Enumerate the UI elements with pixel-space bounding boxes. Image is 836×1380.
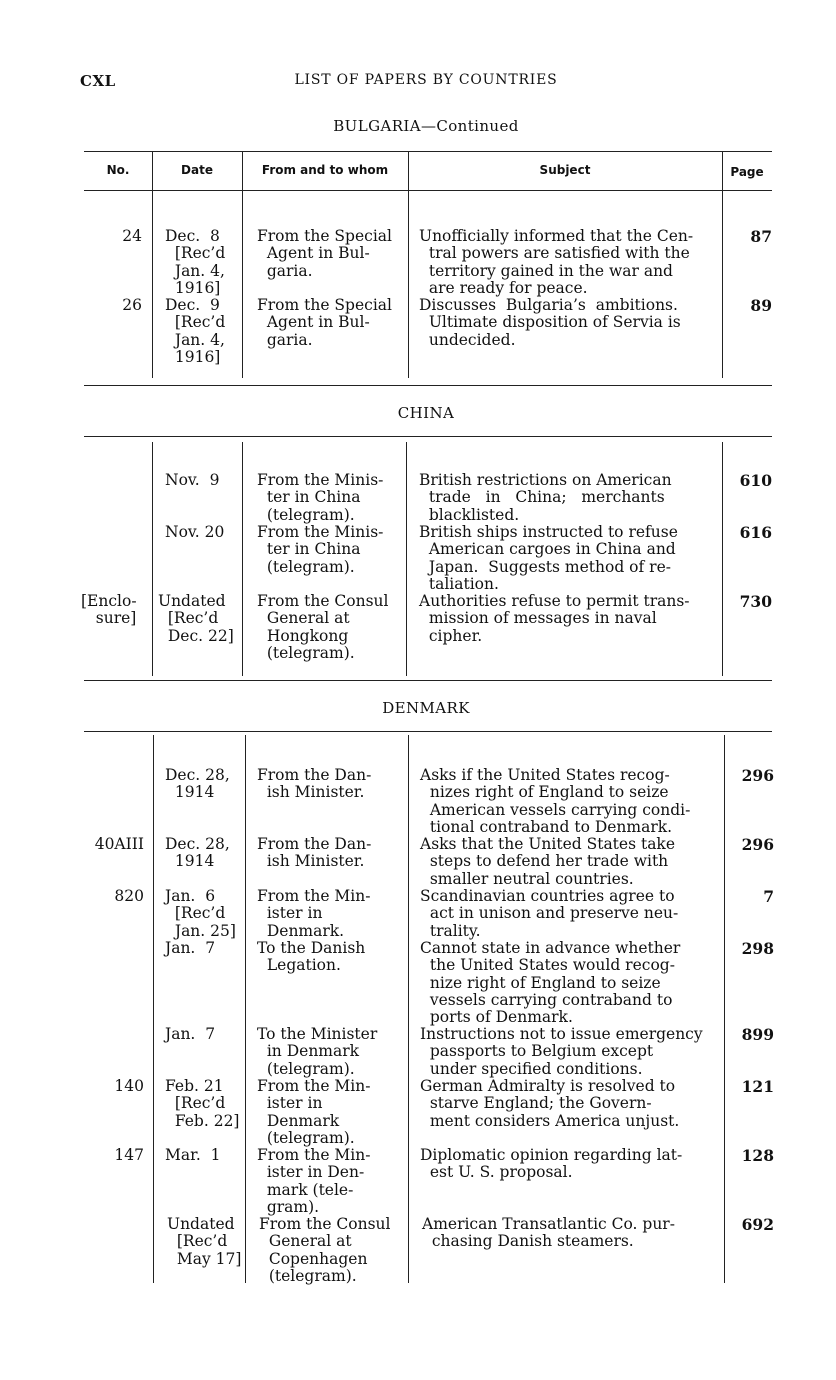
row-from-to: From the Min- ister in Denmark.	[257, 887, 371, 940]
row-page: 899	[741, 1025, 774, 1044]
column-divider	[245, 735, 246, 1283]
running-header	[80, 72, 772, 94]
rule	[84, 151, 772, 152]
row-date: Feb. 21 [Rec’d Feb. 22]	[165, 1077, 240, 1130]
column-divider	[408, 735, 409, 1283]
row-number: 24	[122, 227, 142, 245]
row-number: 40AIII	[94, 835, 144, 853]
row-subject: Discusses Bulgaria’s ambitions. Ultimate disposition of Servia is undecided.	[419, 296, 681, 349]
row-page: 692	[741, 1215, 774, 1234]
row-from-to: From the Min- ister in Den- mark (tele- gram).	[257, 1146, 371, 1216]
row-from-to: From the Dan- ish Minister.	[257, 766, 372, 802]
section-title-denmark: DENMARK	[382, 699, 470, 717]
row-date: Jan. 7	[165, 1025, 216, 1043]
row-date: Jan. 7	[165, 939, 216, 957]
column-divider	[153, 735, 154, 1283]
row-from-to: From the Consul General at Copenhagen (telegram).	[259, 1215, 391, 1285]
row-number: 26	[122, 296, 142, 314]
row-subject: Cannot state in advance whether the United States would recog- nize right of England to seize vessels carrying contraband to ports of Denmark.	[420, 939, 681, 1027]
row-from-to: From the Consul General at Hongkong (telegram).	[257, 592, 389, 662]
row-from-to: From the Minis- ter in China (telegram).	[257, 523, 384, 576]
row-page: 7	[763, 887, 774, 906]
row-page: 87	[750, 227, 772, 246]
running-title: LIST OF PAPERS BY COUNTRIES	[294, 72, 558, 88]
column-header-page: Page	[730, 165, 764, 179]
row-from-to: To the Danish Legation.	[257, 939, 366, 975]
row-date: Dec. 9 [Rec’d Jan. 4, 1916]	[165, 296, 226, 366]
row-page: 730	[739, 592, 772, 611]
row-page: 128	[741, 1146, 774, 1165]
row-subject: Diplomatic opinion regarding lat- est U. S. proposal.	[420, 1146, 683, 1182]
row-subject: Scandinavian countries agree to act in unison and preserve neu- trality.	[420, 887, 679, 940]
row-subject: Authorities refuse to permit trans- mission of messages in naval cipher.	[419, 592, 690, 645]
rule	[84, 190, 772, 191]
column-header-from-to: From and to whom	[261, 163, 389, 177]
row-date: Dec. 8 [Rec’d Jan. 4, 1916]	[165, 227, 226, 297]
column-divider	[242, 151, 243, 378]
row-subject: German Admiralty is resolved to starve England; the Govern- ment considers America unjust.	[420, 1077, 680, 1130]
row-subject: Instructions not to issue emergency passports to Belgium except under specified conditions.	[420, 1025, 703, 1078]
row-date: Nov. 9	[165, 471, 220, 489]
rule	[84, 385, 772, 386]
row-page: 616	[739, 523, 772, 542]
section-title-china: CHINA	[397, 404, 455, 422]
row-from-to: From the Special Agent in Bul- garia.	[257, 296, 392, 349]
column-divider	[722, 151, 723, 378]
row-number: [Enclo- sure]	[81, 592, 137, 628]
column-header-date: Date	[181, 163, 213, 177]
row-date: Dec. 28, 1914	[165, 766, 230, 802]
row-date: Mar. 1	[165, 1146, 221, 1164]
column-divider	[406, 442, 407, 676]
row-number: 820	[114, 887, 144, 905]
row-subject: Asks that the United States take steps to defend her trade with smaller neutral countries.	[420, 835, 676, 888]
column-header-subject: Subject	[539, 163, 591, 177]
row-page: 296	[741, 766, 774, 785]
row-from-to: From the Minis- ter in China (telegram).	[257, 471, 384, 524]
column-divider	[724, 735, 725, 1283]
row-from-to: From the Special Agent in Bul- garia.	[257, 227, 392, 280]
row-number: 147	[114, 1146, 144, 1164]
section-title-bulgaria: BULGARIA—Continued	[333, 117, 519, 135]
column-header-no: No.	[106, 163, 130, 177]
row-page: 89	[750, 296, 772, 315]
row-date: Nov. 20	[165, 523, 225, 541]
rule	[84, 680, 772, 681]
row-page: 121	[741, 1077, 774, 1096]
row-subject: American Transatlantic Co. pur- chasing Danish steamers.	[422, 1215, 675, 1251]
row-subject: British restrictions on American trade in China; merchants blacklisted.	[419, 471, 672, 524]
column-divider	[242, 442, 243, 676]
row-subject: British ships instructed to refuse American cargoes in China and Japan. Suggests method of re- taliation.	[419, 523, 678, 593]
row-date: Jan. 6 [Rec’d Jan. 25]	[165, 887, 236, 940]
row-page: 298	[741, 939, 774, 958]
row-date: Undated [Rec’d May 17]	[167, 1215, 242, 1268]
column-divider	[152, 442, 153, 676]
row-date: Dec. 28, 1914	[165, 835, 230, 871]
row-from-to: From the Min- ister in Denmark (telegram).	[257, 1077, 371, 1147]
row-page: 610	[739, 471, 772, 490]
column-divider	[408, 151, 409, 378]
rule	[84, 436, 772, 437]
column-divider	[152, 151, 153, 378]
page-number: CXL	[80, 72, 116, 90]
row-subject: Unofficially informed that the Cen- tral powers are satisfied with the territory gained in the war and are ready for peace.	[419, 227, 694, 297]
row-from-to: To the Minister in Denmark (telegram).	[257, 1025, 378, 1078]
row-page: 296	[741, 835, 774, 854]
row-date: Undated [Rec’d Dec. 22]	[158, 592, 234, 645]
row-from-to: From the Dan- ish Minister.	[257, 835, 372, 871]
row-number: 140	[114, 1077, 144, 1095]
row-subject: Asks if the United States recog- nizes right of England to seize American vessels carrying condi- tional contraband to Denmark.	[420, 766, 691, 836]
rule	[84, 731, 772, 732]
